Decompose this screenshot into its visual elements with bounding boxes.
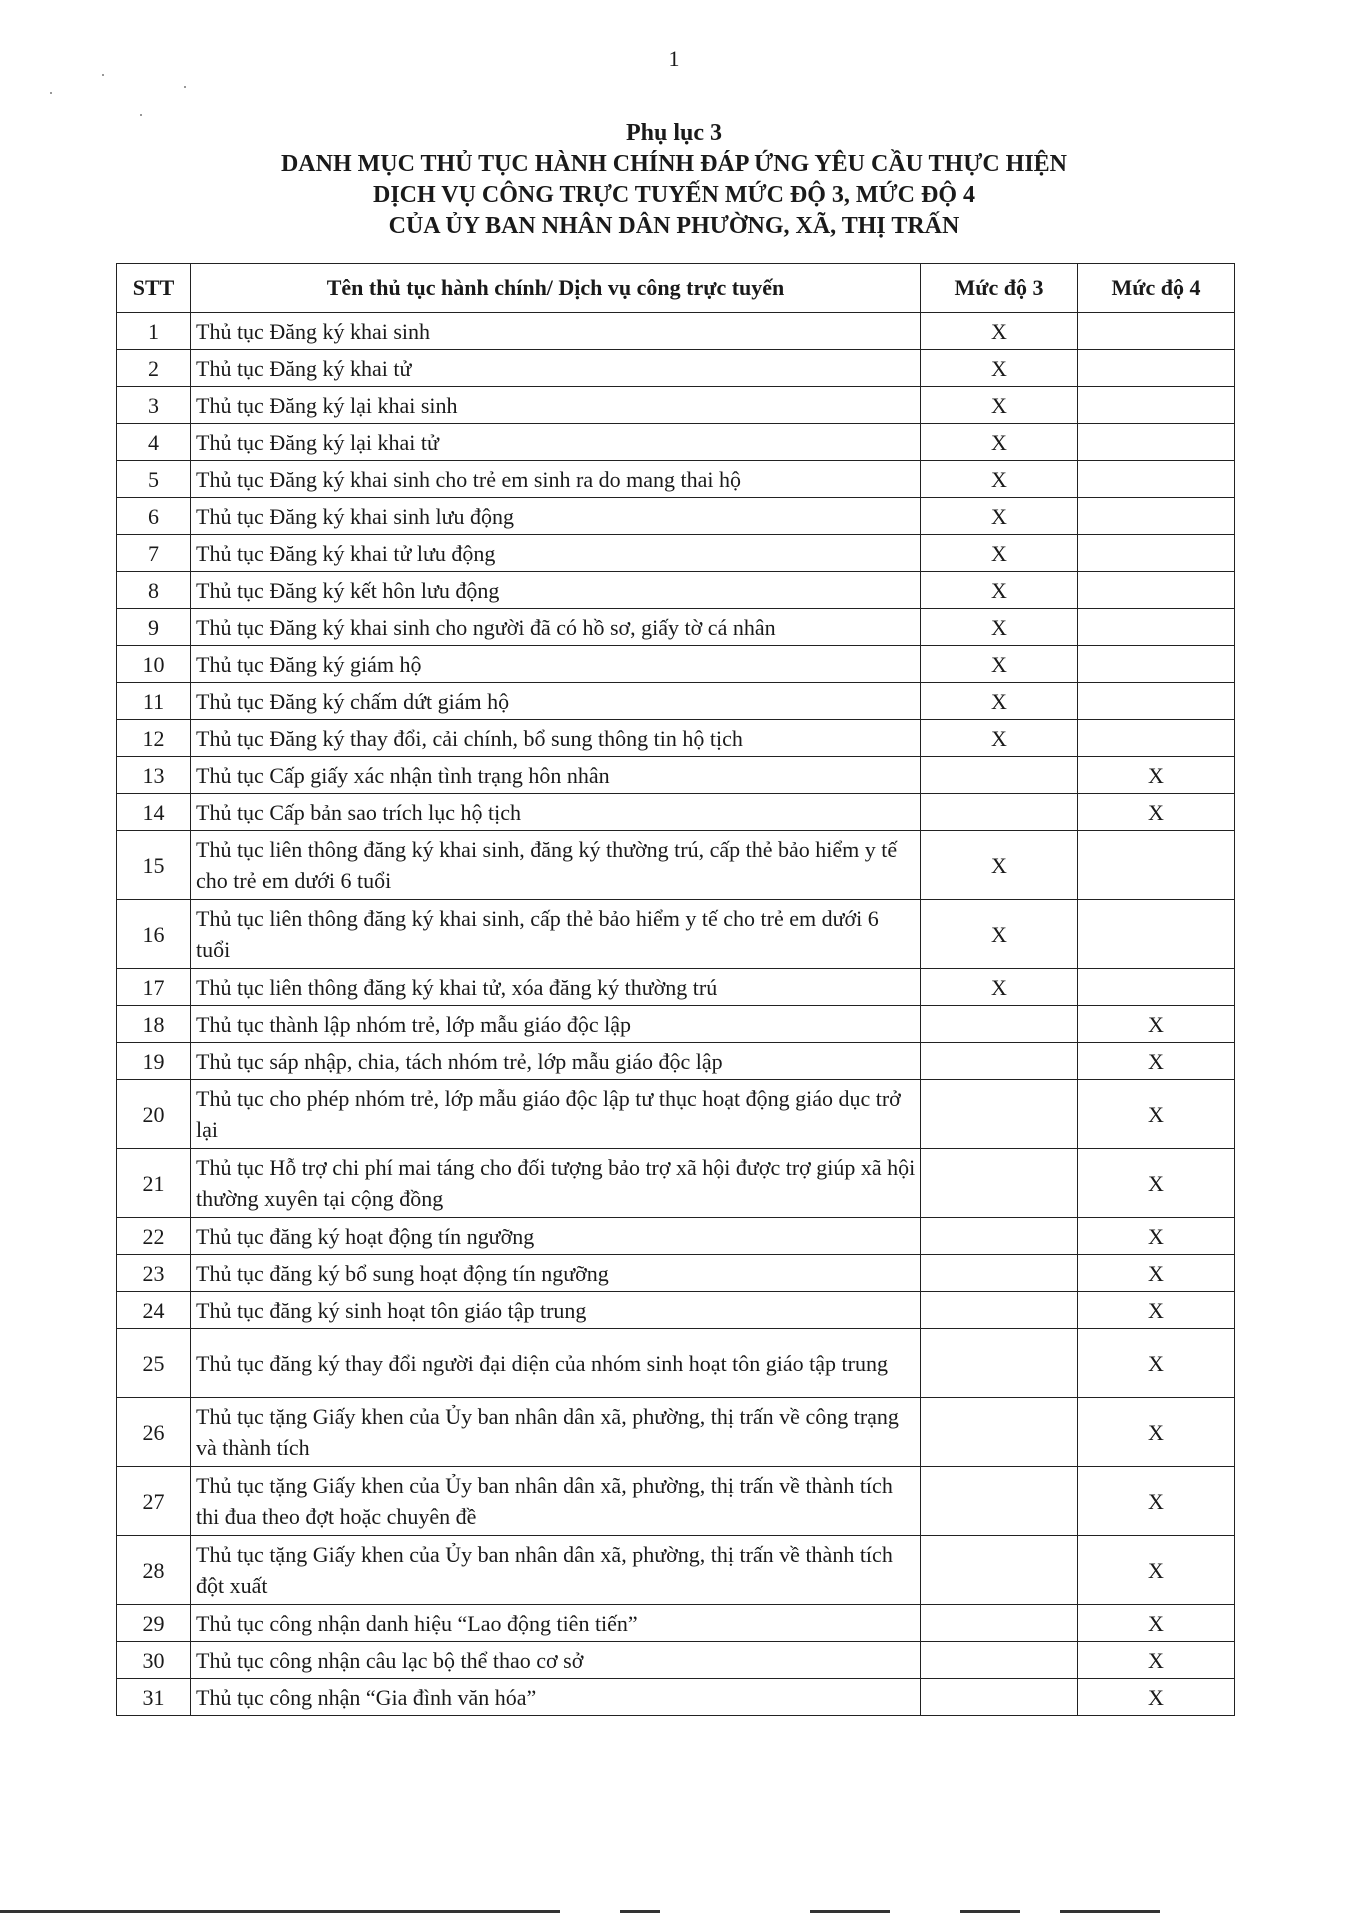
procedure-name: Thủ tục đăng ký sinh hoạt tôn giáo tập trung [191,1292,921,1329]
level-4-mark: X [1078,757,1235,794]
row-number: 1 [117,313,191,350]
table-row [117,535,1235,572]
level-4-mark [1078,720,1235,757]
level-4-mark: X [1078,1218,1235,1255]
table-row [117,720,1235,757]
procedure-name: Thủ tục công nhận câu lạc bộ thể thao cơ sở [191,1642,921,1679]
procedure-name: Thủ tục Đăng ký giám hộ [191,646,921,683]
table-row [117,794,1235,831]
level-4-mark [1078,683,1235,720]
table-row [117,1642,1235,1679]
table-row [117,1398,1235,1467]
procedure-name: Thủ tục liên thông đăng ký khai sinh, cấp thẻ bảo hiểm y tế cho trẻ em dưới 6 tuổi [191,900,921,969]
procedure-name: Thủ tục Đăng ký khai tử [191,350,921,387]
row-number: 27 [117,1467,191,1536]
row-number: 22 [117,1218,191,1255]
procedure-name: Thủ tục đăng ký bổ sung hoạt động tín ngưỡng [191,1255,921,1292]
table-row [117,1329,1235,1398]
row-number: 28 [117,1536,191,1605]
row-number: 31 [117,1679,191,1716]
level-4-mark: X [1078,1329,1235,1398]
level-3-mark [921,1043,1078,1080]
level-3-mark [921,1329,1078,1398]
level-3-mark: X [921,609,1078,646]
level-3-mark [921,1292,1078,1329]
page-number: 1 [668,46,680,71]
table-row [117,313,1235,350]
level-4-mark: X [1078,1679,1235,1716]
procedure-name: Thủ tục Đăng ký khai sinh cho người đã có hồ sơ, giấy tờ cá nhân [191,609,921,646]
level-3-mark [921,1006,1078,1043]
table-row [117,646,1235,683]
row-number: 9 [117,609,191,646]
table-row [117,969,1235,1006]
header-line-2: DANH MỤC THỦ TỤC HÀNH CHÍNH ĐÁP ỨNG YÊU CẦU THỰC HIỆN [280,151,1068,177]
table-row [117,350,1235,387]
level-3-mark: X [921,646,1078,683]
level-3-mark: X [921,535,1078,572]
level-3-mark: X [921,350,1078,387]
row-number: 17 [117,969,191,1006]
level-3-mark: X [921,461,1078,498]
footer-rule [810,1910,890,1913]
table-row [117,498,1235,535]
table-row [117,1679,1235,1716]
level-4-mark [1078,350,1235,387]
level-4-mark [1078,535,1235,572]
table-row [117,683,1235,720]
row-number: 14 [117,794,191,831]
row-number: 7 [117,535,191,572]
table-row [117,1467,1235,1536]
level-3-mark: X [921,424,1078,461]
column-header-name: Tên thủ tục hành chính/ Dịch vụ công trực tuyến [191,264,921,313]
row-number: 19 [117,1043,191,1080]
row-number: 16 [117,900,191,969]
level-3-mark [921,1149,1078,1218]
level-4-mark: X [1078,1006,1235,1043]
footer-rule [620,1910,660,1913]
table-row [117,1255,1235,1292]
level-3-mark: X [921,387,1078,424]
procedure-name: Thủ tục Đăng ký khai sinh [191,313,921,350]
level-4-mark: X [1078,1467,1235,1536]
column-header-level-3: Mức độ 3 [921,264,1078,313]
appendix-title: Phụ lục 3 [625,120,723,146]
row-number: 15 [117,831,191,900]
procedure-name: Thủ tục Đăng ký khai sinh cho trẻ em sinh ra do mang thai hộ [191,461,921,498]
level-4-mark [1078,387,1235,424]
procedure-name: Thủ tục thành lập nhóm trẻ, lớp mẫu giáo độc lập [191,1006,921,1043]
level-4-mark: X [1078,1149,1235,1218]
level-3-mark [921,1642,1078,1679]
level-3-mark: X [921,683,1078,720]
row-number: 6 [117,498,191,535]
row-number: 13 [117,757,191,794]
procedure-name: Thủ tục Đăng ký thay đổi, cải chính, bổ sung thông tin hộ tịch [191,720,921,757]
level-3-mark [921,1398,1078,1467]
procedure-name: Thủ tục liên thông đăng ký khai sinh, đăng ký thường trú, cấp thẻ bảo hiểm y tế cho trẻ em dưới 6 tuổi [191,831,921,900]
table-row [117,387,1235,424]
level-3-mark [921,1605,1078,1642]
level-3-mark [921,794,1078,831]
procedure-name: Thủ tục liên thông đăng ký khai tử, xóa đăng ký thường trú [191,969,921,1006]
procedure-name: Thủ tục Đăng ký kết hôn lưu động [191,572,921,609]
table-row [117,1292,1235,1329]
procedure-name: Thủ tục công nhận danh hiệu “Lao động tiên tiến” [191,1605,921,1642]
procedure-name: Thủ tục công nhận “Gia đình văn hóa” [191,1679,921,1716]
table-row [117,609,1235,646]
table-row [117,461,1235,498]
table-row [117,757,1235,794]
row-number: 26 [117,1398,191,1467]
footer-rule [0,1910,560,1913]
level-4-mark [1078,900,1235,969]
row-number: 18 [117,1006,191,1043]
procedure-name: Thủ tục tặng Giấy khen của Ủy ban nhân dân xã, phường, thị trấn về công trạng và thành tích [191,1398,921,1467]
row-number: 3 [117,387,191,424]
procedure-name: Thủ tục Cấp giấy xác nhận tình trạng hôn nhân [191,757,921,794]
level-4-mark [1078,461,1235,498]
level-3-mark [921,1679,1078,1716]
table-row [117,1536,1235,1605]
table-row [117,831,1235,900]
table-row [117,424,1235,461]
header-line-4: CỦA ỦY BAN NHÂN DÂN PHƯỜNG, XÃ, THỊ TRẤN [388,213,960,239]
level-3-mark [921,1467,1078,1536]
column-header-level-4: Mức độ 4 [1078,264,1235,313]
row-number: 21 [117,1149,191,1218]
table-row [117,1043,1235,1080]
table-row [117,900,1235,969]
procedure-name: Thủ tục Đăng ký lại khai tử [191,424,921,461]
row-number: 4 [117,424,191,461]
level-4-mark [1078,609,1235,646]
procedure-name: Thủ tục tặng Giấy khen của Ủy ban nhân dân xã, phường, thị trấn về thành tích thi đua theo đợt hoặc chuyên đề [191,1467,921,1536]
level-3-mark: X [921,498,1078,535]
level-3-mark: X [921,313,1078,350]
level-4-mark: X [1078,1080,1235,1149]
level-4-mark [1078,424,1235,461]
level-4-mark [1078,498,1235,535]
procedure-name: Thủ tục cho phép nhóm trẻ, lớp mẫu giáo độc lập tư thục hoạt động giáo dục trở lại [191,1080,921,1149]
row-number: 12 [117,720,191,757]
procedure-name: Thủ tục Đăng ký khai tử lưu động [191,535,921,572]
column-header-stt: STT [117,264,191,313]
row-number: 8 [117,572,191,609]
row-number: 23 [117,1255,191,1292]
level-3-mark: X [921,831,1078,900]
level-3-mark: X [921,572,1078,609]
footer-rule [960,1910,1020,1913]
procedure-name: Thủ tục tặng Giấy khen của Ủy ban nhân dân xã, phường, thị trấn về thành tích đột xuất [191,1536,921,1605]
level-3-mark: X [921,720,1078,757]
procedure-name: Thủ tục đăng ký hoạt động tín ngưỡng [191,1218,921,1255]
level-3-mark: X [921,900,1078,969]
level-4-mark [1078,313,1235,350]
document-header [0,118,1348,242]
level-4-mark [1078,572,1235,609]
procedure-name: Thủ tục sáp nhập, chia, tách nhóm trẻ, lớp mẫu giáo độc lập [191,1043,921,1080]
level-3-mark [921,1255,1078,1292]
procedure-name: Thủ tục Đăng ký lại khai sinh [191,387,921,424]
level-3-mark [921,1080,1078,1149]
procedure-name: Thủ tục Cấp bản sao trích lục hộ tịch [191,794,921,831]
procedure-name: Thủ tục Đăng ký chấm dứt giám hộ [191,683,921,720]
level-4-mark: X [1078,1605,1235,1642]
row-number: 11 [117,683,191,720]
level-4-mark: X [1078,794,1235,831]
row-number: 20 [117,1080,191,1149]
level-4-mark: X [1078,1255,1235,1292]
table-header-row [117,264,1235,313]
row-number: 30 [117,1642,191,1679]
table-row [117,1080,1235,1149]
level-4-mark: X [1078,1536,1235,1605]
row-number: 2 [117,350,191,387]
table-row [117,1149,1235,1218]
procedure-name: Thủ tục Hỗ trợ chi phí mai táng cho đối tượng bảo trợ xã hội được trợ giúp xã hội thường xuyên tại cộng đồng [191,1149,921,1218]
table-row [117,1006,1235,1043]
level-3-mark [921,1218,1078,1255]
level-4-mark [1078,969,1235,1006]
level-4-mark: X [1078,1398,1235,1467]
level-4-mark: X [1078,1043,1235,1080]
level-4-mark [1078,831,1235,900]
footer-rule [1060,1910,1160,1913]
level-4-mark: X [1078,1292,1235,1329]
level-4-mark: X [1078,1642,1235,1679]
row-number: 10 [117,646,191,683]
table-row [117,1605,1235,1642]
level-3-mark [921,1536,1078,1605]
header-line-3: DỊCH VỤ CÔNG TRỰC TUYẾN MỨC ĐỘ 3, MỨC ĐỘ 4 [373,182,975,208]
row-number: 25 [117,1329,191,1398]
procedure-name: Thủ tục Đăng ký khai sinh lưu động [191,498,921,535]
procedures-table [116,263,1235,1716]
level-4-mark [1078,646,1235,683]
row-number: 5 [117,461,191,498]
procedure-name: Thủ tục đăng ký thay đổi người đại diện của nhóm sinh hoạt tôn giáo tập trung [191,1329,921,1398]
row-number: 29 [117,1605,191,1642]
level-3-mark: X [921,969,1078,1006]
level-3-mark [921,757,1078,794]
table-row [117,1218,1235,1255]
table-row [117,572,1235,609]
row-number: 24 [117,1292,191,1329]
